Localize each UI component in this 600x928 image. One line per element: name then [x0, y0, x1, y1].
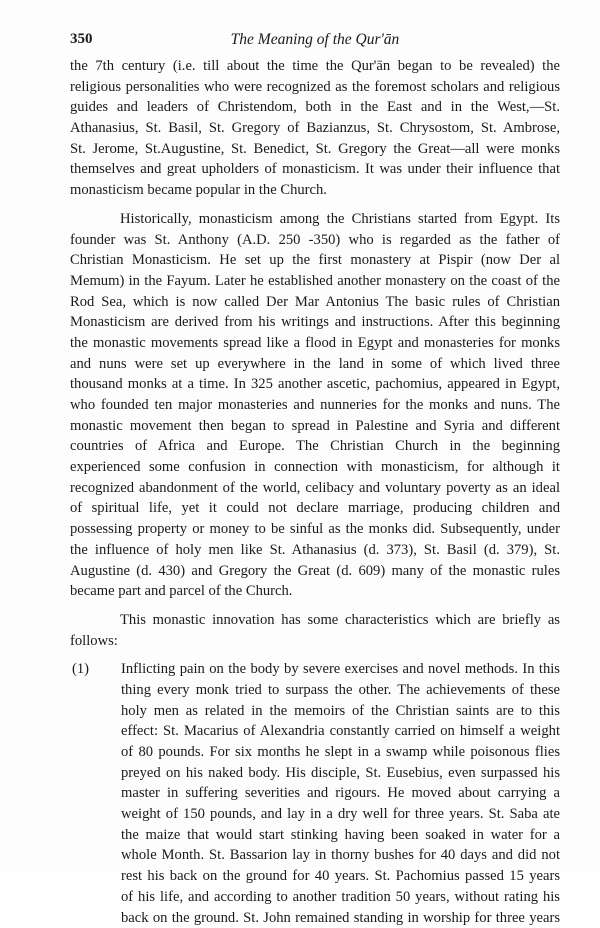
text-line: Athanasius, St. Basil, St. Gregory of Bazianzus, St. Chrysostom, St. Ambrose, [70, 118, 560, 139]
text-line: countries of Africa and Europe. The Christian Church in the beginning [70, 436, 560, 457]
text-line: possessing property or money to be sinful as the monks did. Subsequently, under [70, 519, 560, 540]
text-line: of spiritual life, yet it could not declare marriage, producing children and [70, 498, 560, 519]
text-line: Monasticism are derived from his writings and instructions. After this beginning [70, 312, 560, 333]
text-line: Augustine (d. 430) and Gregory the Great (d. 609) many of the monastic rules [70, 561, 560, 582]
text-line: whole Month. St. Bassarion lay in thorny bushes for 40 days and did not [121, 845, 560, 866]
text-line: of 80 pounds. For six months he slept in a swamp while poisonous flies [121, 742, 560, 763]
text-line: master in suffering severities and rigours. He moved about carrying a [121, 783, 560, 804]
text-line: weight of 150 pounds, and lay in a dry well for three years. St. Saba ate [121, 804, 560, 825]
paragraph [70, 209, 560, 602]
text-line: the 7th century (i.e. till about the time the Qur'ān began to be revealed) the [70, 56, 560, 77]
text-line: thousand monks at a time. In 325 another ascetic, pachomius, appeared in Egypt, [70, 374, 560, 395]
page-header [70, 31, 560, 51]
paragraph [70, 56, 560, 201]
text-line: the influence of holy men like St. Athanasius (d. 373), St. Basil (d. 379), St. [70, 540, 560, 561]
running-title: The Meaning of the Qur'ān [70, 31, 560, 49]
text-line: This monastic innovation has some characteristics which are briefly as [70, 610, 560, 631]
text-line: monasticism became popular in the Church. [70, 180, 560, 201]
list-marker: (1) [72, 659, 89, 680]
text-line: of his life, and according to another tradition 50 years, without rating his [121, 887, 560, 908]
text-line: religious personalities who were recognized as the foremost scholars and religious [70, 77, 560, 98]
list-item [70, 659, 560, 928]
paragraph-gap [70, 201, 560, 209]
page-body [70, 56, 560, 928]
paragraph-gap [70, 651, 560, 659]
paragraph [70, 610, 560, 651]
text-line: thing every monk tried to surpass the other. The achievements of these [121, 680, 560, 701]
text-line: experienced some confusion in connection with monasticism, for although it [70, 457, 560, 478]
text-line: founder was St. Anthony (A.D. 250 -350) who is regarded as the father of [70, 230, 560, 251]
text-line: the maize that would start stinking having been soaked in water for a [121, 825, 560, 846]
text-line: guides and leaders of Christendom, both in the East and in the West,—St. [70, 97, 560, 118]
text-line: effect: St. Macarius of Alexandria constantly carried on himself a weight [121, 721, 560, 742]
text-line: themselves and great upholders of monasticism. It was under their influence that [70, 159, 560, 180]
text-line: Inflicting pain on the body by severe exercises and novel methods. In this [121, 659, 560, 680]
text-line: Memum) in the Fayum. Later he established another monastery on the coast of the [70, 271, 560, 292]
text-line: the monastic movements spread like a flood in Egypt and monasteries for monks [70, 333, 560, 354]
list-item-body [121, 659, 560, 928]
text-line: follows: [70, 631, 560, 652]
text-line: Rod Sea, which is now called Der Mar Antonius The basic rules of Christian [70, 292, 560, 313]
text-line: became part and parcel of the Church. [70, 581, 560, 602]
text-line: holy men as related in the memoirs of the Christian saints are to this [121, 701, 560, 722]
paragraph-gap [70, 602, 560, 610]
text-line: St. Jerome, St.Augustine, St. Benedict, St. Gregory the Great—all were monks [70, 139, 560, 160]
text-line: who founded ten major monasteries and nunneries for the monks and nuns. The [70, 395, 560, 416]
text-line: recognized abandonment of the world, celibacy and voluntary poverty as an ideal [70, 478, 560, 499]
page-number: 350 [70, 31, 93, 48]
text-line: monastic movement then began to spread in Palestine and Syria and different [70, 416, 560, 437]
text-line: preyed on his naked body. His disciple, St. Eusebius, even surpassed his [121, 763, 560, 784]
text-line: rest his back on the ground for 40 years. St. Pachomius passed 15 years [121, 866, 560, 887]
text-line: back on the ground. St. John remained standing in worship for three years [121, 908, 560, 928]
text-line: Historically, monasticism among the Christians started from Egypt. Its [70, 209, 560, 230]
text-line: Christian Monasticism. He set up the first monastery at Pispir (now Der al [70, 250, 560, 271]
text-line: and nuns were set up everywhere in the land in some of which lived three [70, 354, 560, 375]
